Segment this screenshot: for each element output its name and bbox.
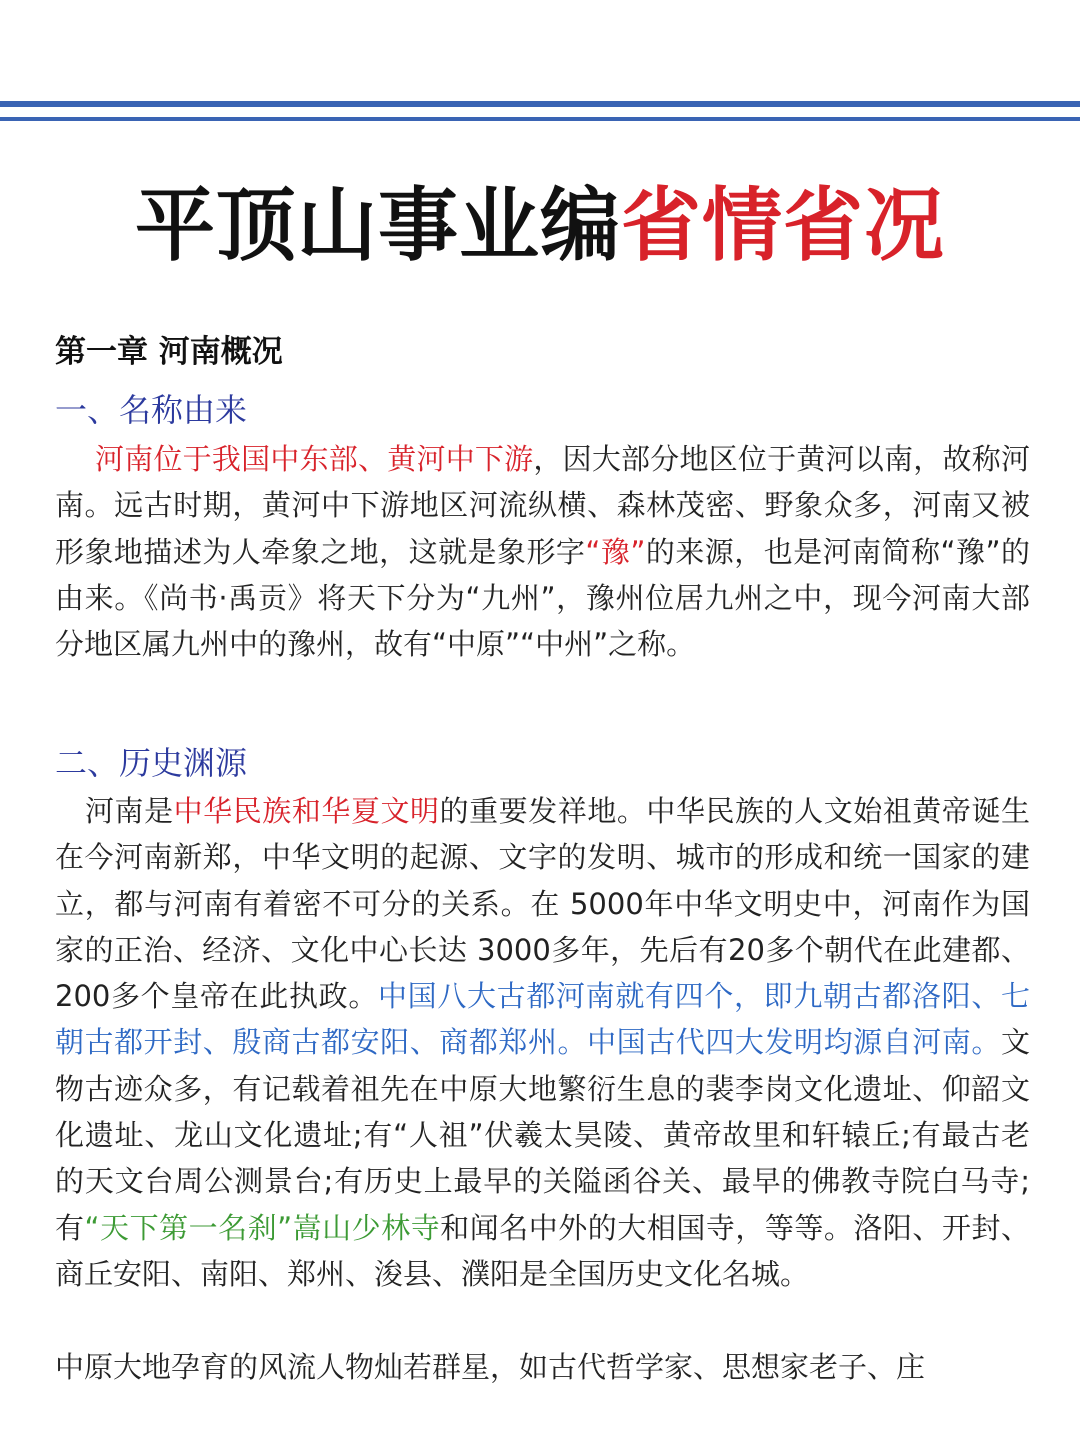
paragraph-history bbox=[55, 788, 1030, 1297]
header-rule-thin bbox=[0, 117, 1080, 121]
highlight-civilization: 中华民族和华夏文明 bbox=[173, 794, 440, 828]
paragraph-text: 的重要发祥地。中华民族的人文始祖黄帝诞生在今河南新郑，中华文明的起源、文字的发明、城市的形成和统一国家的建立，都与河南有着密不可分的关系。在 5000年中华文明史中，河南作为国家的正治、经济、文化中心长达 3000多年，先后有20多个朝代在此建都、200多个皇帝在此执政。 bbox=[55, 794, 1030, 1014]
page-title bbox=[0, 170, 1080, 280]
paragraph-text: 和闻名中外的大相国寺，等等。洛阳、开封、商丘安阳、南阳、郑州、浚县、濮阳是全国历史文化名城。 bbox=[55, 1210, 1030, 1291]
paragraph-text: 河南是 bbox=[85, 794, 174, 828]
paragraph-text: ，因大部分地区位于黄河以南，故称河南。远古时期，黄河中下游地区河流纵横、森林茂密、野象众多，河南又被形象地描述为人牵象之地，这就是象形字 bbox=[55, 442, 1030, 569]
paragraph-name-origin bbox=[55, 436, 1030, 667]
paragraph-notable-figures: 中原大地孕育的风流人物灿若群星，如古代哲学家、思想家老子、庄 bbox=[55, 1350, 926, 1384]
highlight-ancient-capitals: 中国八大古都河南就有四个，即九朝古都洛阳、七朝古都开封、殷商古都安阳、商都郑州。中国古代四大发明均源自河南。 bbox=[55, 979, 1030, 1060]
highlight-yu-character: “豫” bbox=[585, 534, 646, 569]
header-rule-thick bbox=[0, 101, 1080, 107]
paragraph-text: 文物古迹众多，有记载着祖先在中原大地繁衍生息的裴李岗文化遗址、仰韶文化遗址、龙山文化遗址;有“人祖”伏羲太昊陵、黄帝故里和轩辕丘;有最古老的天文台周公测景台;有历史上最早的关隘函谷关、最早的佛教寺院白马寺;有 bbox=[55, 1025, 1030, 1245]
highlight-location: 河南位于我国中东部、黄河中下游 bbox=[95, 442, 534, 476]
section-heading-name-origin: 一、名称由来 bbox=[55, 391, 248, 429]
highlight-shaolin-temple: “天下第一名刹”嵩山少林寺 bbox=[84, 1210, 441, 1245]
page-title-part2: 省情省况 bbox=[621, 178, 945, 272]
section-heading-history: 二、历史渊源 bbox=[55, 744, 248, 782]
page-title-part1: 平顶山事业编 bbox=[135, 178, 621, 272]
paragraph-text: 的来源，也是河南简称“豫”的由来。《尚书·禹贡》将天下分为“九州”，豫州位居九州之中，现今河南大部分地区属九州中的豫州，故有“中原”“中州”之称。 bbox=[55, 534, 1030, 662]
chapter-heading: 第一章 河南概况 bbox=[55, 334, 283, 370]
